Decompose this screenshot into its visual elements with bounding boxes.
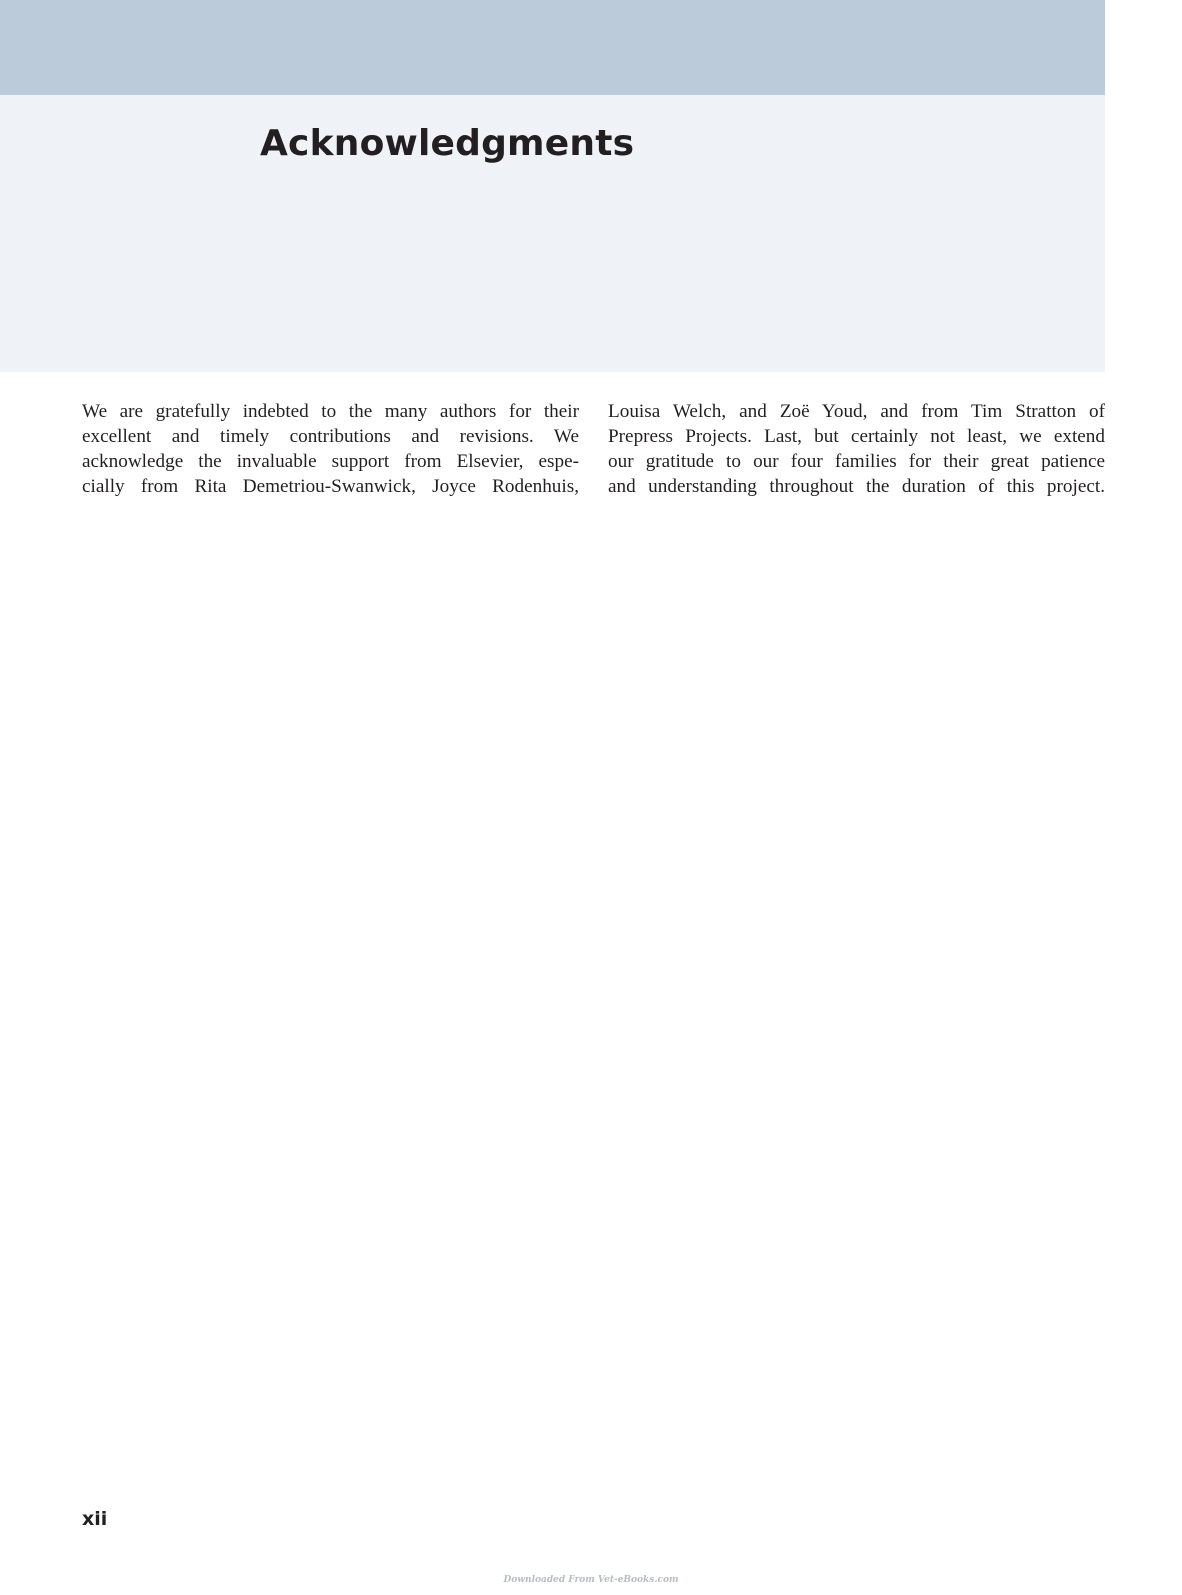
body-line: Louisa Welch, and Zoë Youd, and from Tim Stratton of	[608, 401, 1105, 422]
page-number: xii	[82, 1508, 108, 1530]
body-column-right	[608, 399, 1105, 499]
body-line: our gratitude to our four families for their great patience	[608, 451, 1105, 472]
body-line: and understanding throughout the duration of this project.	[608, 476, 1105, 497]
body-column-left	[82, 399, 579, 499]
header-top-band	[0, 0, 1105, 95]
body-line: Prepress Projects. Last, but certainly not least, we extend	[608, 426, 1105, 447]
body-line: acknowledge the invaluable support from Elsevier, espe-	[82, 451, 579, 472]
download-watermark: Downloaded From Vet-eBooks.com	[503, 1575, 679, 1585]
body-line: cially from Rita Demetriou-Swanwick, Joyce Rodenhuis,	[82, 476, 579, 497]
page-title: Acknowledgments	[260, 123, 635, 164]
body-line: excellent and timely contributions and revisions. We	[82, 426, 579, 447]
body-line: We are gratefully indebted to the many authors for their	[82, 401, 579, 422]
